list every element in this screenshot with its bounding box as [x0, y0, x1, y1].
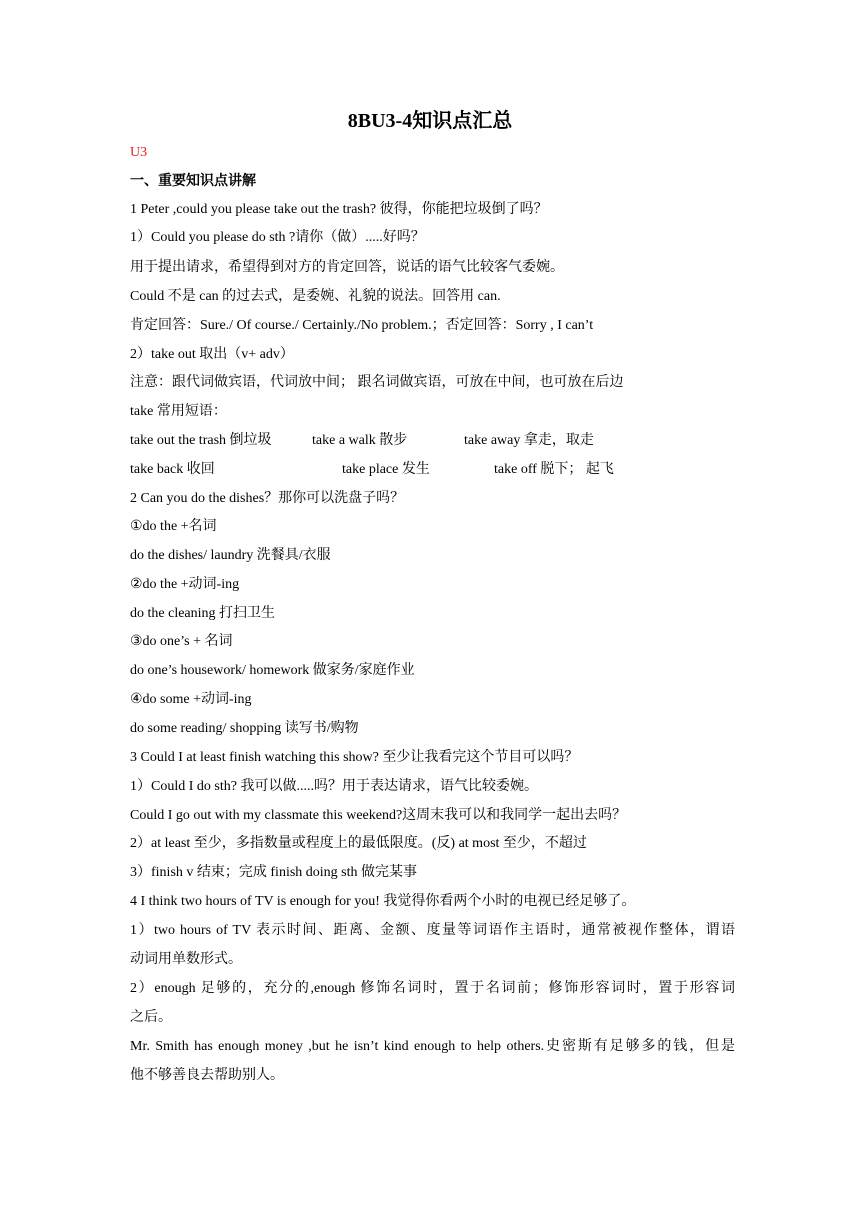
point-4-heading: 4 I think two hours of TV is enough for you! 我觉得你看两个小时的电视已经足够了。 [130, 894, 636, 909]
text-line: 之后。 [130, 1010, 172, 1025]
text-line: take 常用短语： [130, 404, 227, 419]
text-line: 2）take out 取出（v+ adv） [130, 347, 294, 362]
phrase-item: take place 发生 [342, 462, 430, 477]
text-line: do some reading/ shopping 读写书/购物 [130, 721, 359, 736]
text-line: ②do the +动词-ing [130, 577, 240, 592]
text-line: do one’s housework/ homework 做家务/家庭作业 [130, 663, 415, 678]
point-3-heading: 3 Could I at least finish watching this show? 至少让我看完这个节目可以吗？ [130, 750, 579, 765]
text-line: ①do the +名词 [130, 519, 217, 534]
example-sentence: 他不够善良去帮助别人。 [130, 1068, 284, 1083]
phrase-item: take away 拿走，取走 [464, 433, 594, 448]
text-line: 1）two hours of TV 表示时间、距离、金额、度量等词语作主语时，通常被视作整体，谓语 [130, 923, 735, 938]
text-line: 注意：跟代词做宾语，代词放中间； 跟名词做宾语，可放在中间，也可放在后边 [130, 375, 624, 390]
text-line: 2）at least 至少，多指数量或程度上的最低限度。(反) at most 至少，不超过 [130, 836, 587, 851]
section-heading: 一、重要知识点讲解 [130, 174, 256, 189]
point-1-heading: 1 Peter ,could you please take out the trash? 彼得，你能把垃圾倒了吗？ [130, 202, 548, 217]
text-line: Could 不是 can 的过去式，是委婉、礼貌的说法。回答用 can. [130, 289, 501, 304]
text-line: 1）Could I do sth? 我可以做.....吗？用于表达请求，语气比较委婉。 [130, 779, 538, 794]
text-line: 用于提出请求，希望得到对方的肯定回答，说话的语气比较客气委婉。 [130, 260, 564, 275]
phrase-item: take off 脱下； 起飞 [494, 462, 614, 477]
phrase-item: take a walk 散步 [312, 433, 408, 448]
text-line: 3）finish v 结束；完成 finish doing sth 做完某事 [130, 865, 418, 880]
document-title: 8BU3-4知识点汇总 [347, 110, 513, 132]
text-line: 1）Could you please do sth ?请你（做）.....好吗？ [130, 230, 425, 245]
point-2-heading: 2 Can you do the dishes？那你可以洗盘子吗？ [130, 491, 405, 506]
text-line: 动词用单数形式。 [130, 952, 242, 967]
text-line: do the cleaning 打扫卫生 [130, 606, 276, 621]
text-line: 2）enough 足够的，充分的,enough 修饰名词时，置于名词前；修饰形容词时，置于形容词 [130, 981, 735, 996]
text-line: do the dishes/ laundry 洗餐具/衣服 [130, 548, 331, 563]
phrase-item: take back 收回 [130, 462, 215, 477]
example-sentence: Mr. Smith has enough money ,but he isn’t kind enough to help others.史密斯有足够多的钱，但是 [130, 1039, 735, 1054]
text-line: Could I go out with my classmate this weekend?这周末我可以和我同学一起出去吗？ [130, 808, 627, 823]
text-line: ④do some +动词-ing [130, 692, 252, 707]
text-line: 肯定回答：Sure./ Of course./ Certainly./No problem.；否定回答：Sorry , I can’t [130, 318, 594, 333]
phrase-item: take out the trash 倒垃圾 [130, 433, 272, 448]
text-line: ③do one’s + 名词 [130, 634, 233, 649]
unit-label: U3 [130, 145, 148, 160]
